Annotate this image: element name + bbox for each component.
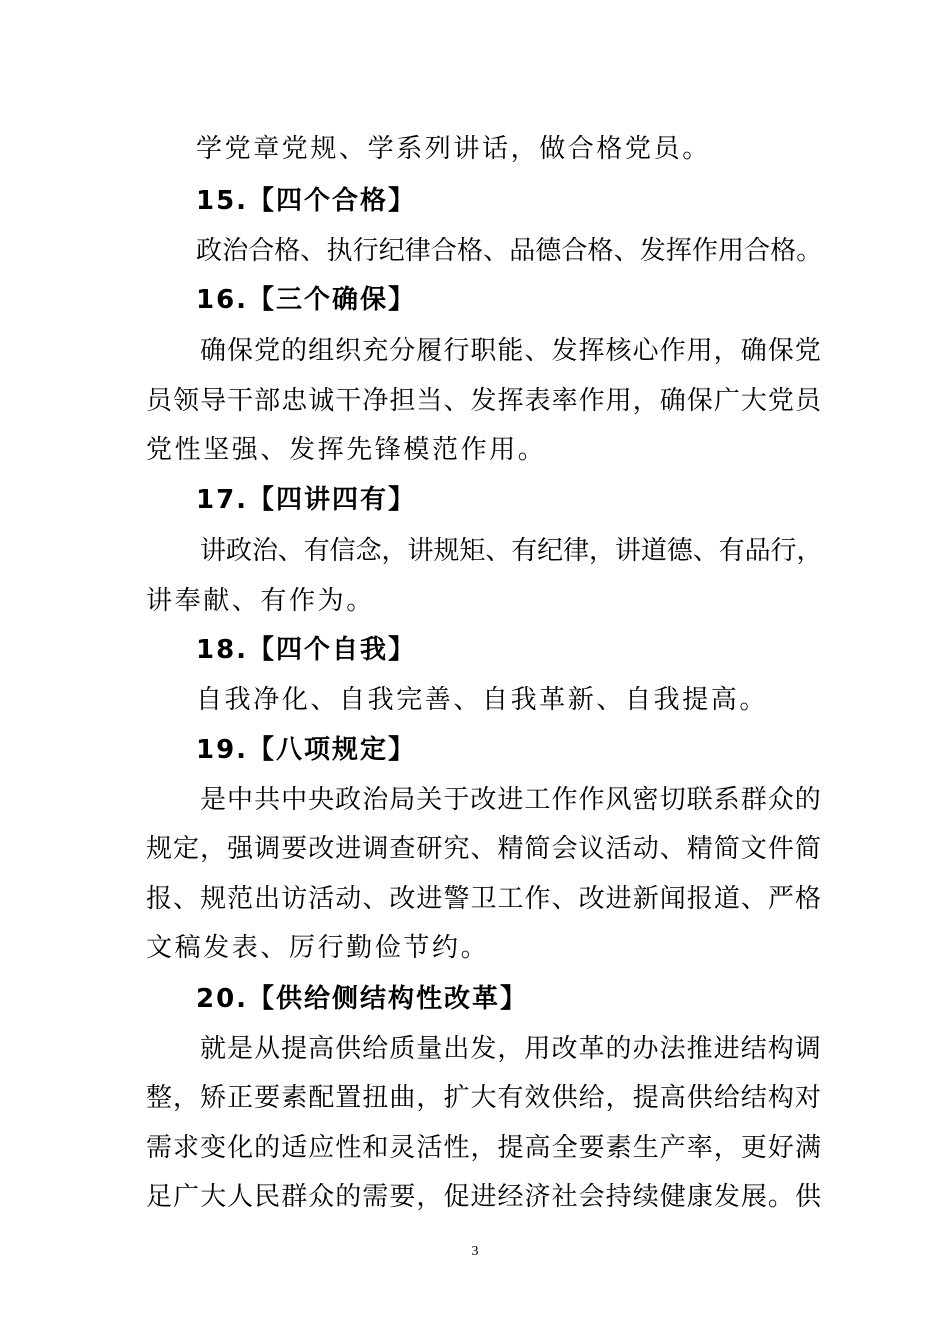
section-heading: 19.【八项规定】 [196,735,417,765]
section-heading: 17.【四讲四有】 [196,485,417,515]
page-number: 3 [471,1244,479,1259]
body-line: 确保党的组织充分履行职能、发挥核心作用，确保党 [200,336,822,366]
body-line: 整，矫正要素配置扭曲，扩大有效供给，提高供给结构对 [146,1083,823,1113]
body-line: 需求变化的适应性和灵活性，提高全要素生产率，更好满 [146,1133,823,1163]
body-line: 文稿发表、厉行勤俭节约。 [146,933,490,963]
body-line: 学党章党规、学系列讲话，做合格党员。 [196,134,711,164]
body-line: 足广大人民群众的需要，促进经济社会持续健康发展。供 [146,1182,823,1212]
body-line: 是中共中央政治局关于改进工作作风密切联系群众的 [200,785,822,815]
section-heading: 16.【三个确保】 [196,285,417,315]
body-line: 党性坚强、发挥先锋模范作用。 [146,435,547,465]
section-heading: 20.【供给侧结构性改革】 [196,984,529,1014]
body-line: 员领导干部忠诚干净担当、发挥表率作用，确保广大党员 [146,386,823,416]
body-line: 政治合格、执行纪律合格、品德合格、发挥作用合格。 [196,236,823,266]
body-line: 讲政治、有信念，讲规矩、有纪律，讲道德、有品行， [200,536,823,566]
body-line: 规定，强调要改进调查研究、精简会议活动、精简文件简 [146,834,823,864]
body-line: 就是从提高供给质量出发，用改革的办法推进结构调 [200,1034,822,1064]
section-heading: 15.【四个合格】 [196,186,417,216]
body-line: 自我净化、自我完善、自我革新、自我提高。 [196,685,769,715]
section-heading: 18.【四个自我】 [196,635,417,665]
body-line: 报、规范出访活动、改进警卫工作、改进新闻报道、严格 [146,884,823,914]
body-line: 讲奉献、有作为。 [146,586,375,616]
